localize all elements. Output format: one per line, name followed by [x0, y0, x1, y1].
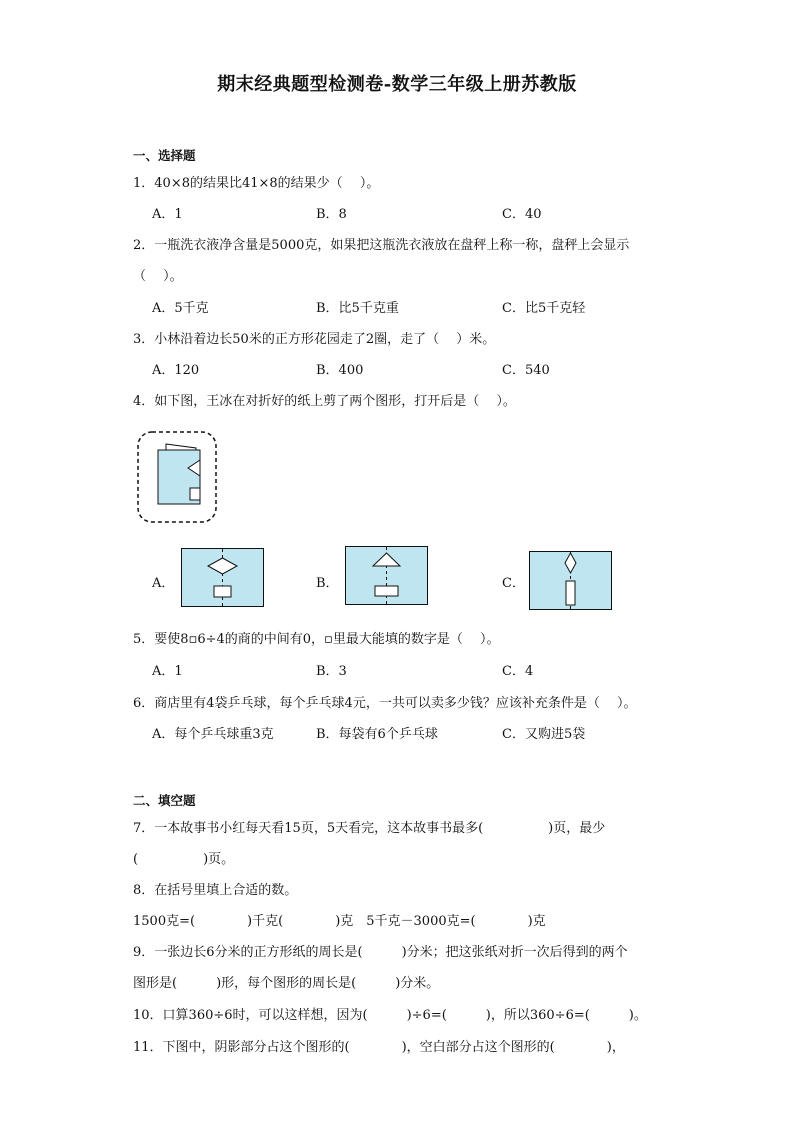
- question-5: 5．要使8▫6÷4的商的中间有0，▫里最大能填的数字是（ ）。: [133, 632, 500, 647]
- question-7-line1: 7．一本故事书小红每天看15页，5天看完，这本故事书最多( )页，最少: [133, 821, 606, 836]
- question-9-line2: 图形是( )形，每个图形的周长是( )分米。: [133, 976, 440, 991]
- question-9-line1: 9．一张边长6分米的正方形纸的周长是( )分米；把这张纸对折一次后得到的两个: [133, 945, 628, 960]
- section-heading-fill: 二、填空题: [133, 793, 196, 808]
- question-4: 4．如下图，王冰在对折好的纸上剪了两个图形，打开后是（ ）。: [133, 394, 516, 409]
- q3-option-a: A．120: [152, 363, 200, 378]
- q4-option-c: C．: [502, 576, 525, 591]
- q5-option-c: C．4: [502, 664, 534, 679]
- section-heading-choice: 一、选择题: [133, 148, 196, 163]
- q6-option-b: B．每袋有6个乒乓球: [316, 727, 438, 742]
- q3-option-c: C．540: [502, 363, 550, 378]
- q5-option-b: B．3: [316, 664, 347, 679]
- q1-option-b: B．8: [316, 207, 347, 222]
- q2-option-b: B．比5千克重: [316, 301, 399, 316]
- question-8: 8．在括号里填上合适的数。: [133, 883, 298, 898]
- question-7-line2: ( )页。: [133, 852, 235, 867]
- question-11: 11．下图中，阴影部分占这个图形的( )，空白部分占这个图形的( )，: [133, 1040, 625, 1055]
- q6-option-c: C．又购进5袋: [502, 727, 586, 742]
- q1-option-a: A．1: [152, 207, 183, 222]
- q5-option-a: A．1: [152, 664, 183, 679]
- question-8-line2: 1500克=( )千克( )克 5千克－3000克=( )克: [133, 914, 546, 929]
- option-a-figure: [181, 548, 265, 608]
- q2-option-a: A．5千克: [152, 301, 209, 316]
- question-10: 10．口算360÷6时，可以这样想，因为( )÷6=( )，所以360÷6=( )。: [133, 1008, 647, 1023]
- question-1: 1．40×8的结果比41×8的结果少（ ）。: [133, 176, 380, 191]
- q2-option-c: C．比5千克轻: [502, 301, 586, 316]
- q3-option-b: B．400: [316, 363, 364, 378]
- q4-option-b: B．: [316, 576, 339, 591]
- question-3: 3．小林沿着边长50米的正方形花园走了2圈，走了（ ）米。: [133, 332, 496, 347]
- q6-option-a: A．每个乒乓球重3克: [152, 727, 274, 742]
- folded-paper-figure: [136, 430, 220, 526]
- page-title: 期末经典题型检测卷-数学三年级上册苏教版: [217, 74, 577, 95]
- q4-option-a: A．: [152, 576, 175, 591]
- question-6: 6．商店里有4袋乒乓球，每个乒乓球4元，一共可以卖多少钱？应该补充条件是（ ）。: [133, 696, 637, 711]
- question-2-cont: （ ）。: [133, 269, 183, 284]
- q1-option-c: C．40: [502, 207, 542, 222]
- option-c-figure: [529, 551, 613, 611]
- question-2: 2．一瓶洗衣液净含量是5000克，如果把这瓶洗衣液放在盘秤上称一称，盘秤上会显示: [133, 238, 630, 253]
- option-b-figure: [345, 546, 429, 606]
